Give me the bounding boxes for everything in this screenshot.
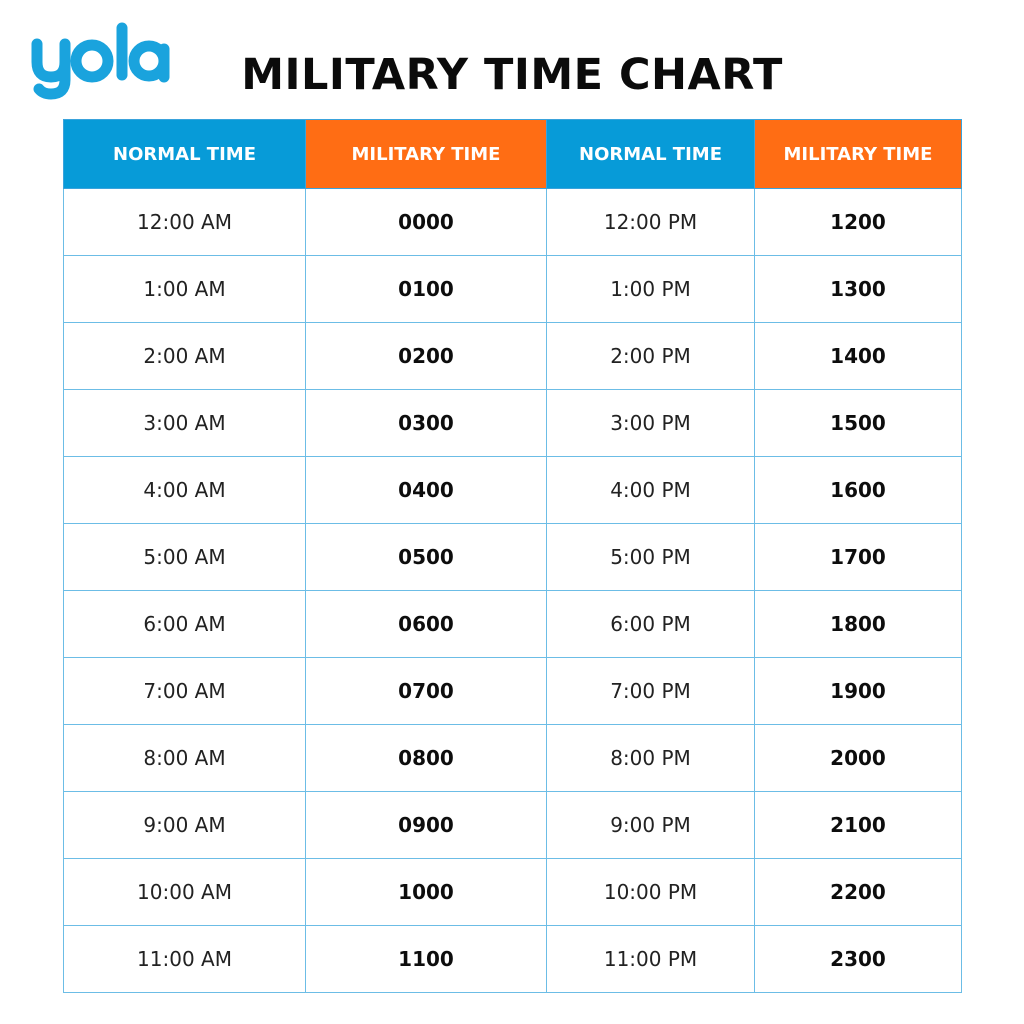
- normal-time-am-cell: 6:00 AM: [64, 591, 306, 658]
- normal-time-pm-cell: 2:00 PM: [547, 323, 755, 390]
- military-time-am-cell: 0900: [306, 792, 547, 859]
- military-time-am-cell: 0600: [306, 591, 547, 658]
- normal-time-am-cell: 3:00 AM: [64, 390, 306, 457]
- page-title: MILITARY TIME CHART: [241, 50, 783, 100]
- military-time-pm-cell: 1400: [755, 323, 962, 390]
- military-time-pm-cell: 2200: [755, 859, 962, 926]
- military-time-pm-cell: 1500: [755, 390, 962, 457]
- normal-time-am-cell: 5:00 AM: [64, 524, 306, 591]
- normal-time-pm-cell: 4:00 PM: [547, 457, 755, 524]
- military-time-am-cell: 0400: [306, 457, 547, 524]
- military-time-am-cell: 0200: [306, 323, 547, 390]
- yola-logo: [30, 22, 175, 112]
- military-time-pm-cell: 2000: [755, 725, 962, 792]
- military-time-am-cell: 1000: [306, 859, 547, 926]
- logo-text: [30, 112, 31, 113]
- military-time-pm-cell: 1900: [755, 658, 962, 725]
- table-row: [64, 390, 962, 457]
- normal-time-pm-cell: 9:00 PM: [547, 792, 755, 859]
- header-normal-time-am: NORMAL TIME: [64, 120, 306, 189]
- normal-time-am-cell: 4:00 AM: [64, 457, 306, 524]
- military-time-pm-cell: 2100: [755, 792, 962, 859]
- table-row: [64, 323, 962, 390]
- normal-time-pm-cell: 6:00 PM: [547, 591, 755, 658]
- table-row: [64, 256, 962, 323]
- header-normal-time-pm: NORMAL TIME: [547, 120, 755, 189]
- table-row: [64, 859, 962, 926]
- normal-time-am-cell: 7:00 AM: [64, 658, 306, 725]
- normal-time-pm-cell: 8:00 PM: [547, 725, 755, 792]
- military-time-am-cell: 0300: [306, 390, 547, 457]
- yola-logo-mark: [30, 22, 175, 112]
- table-row: [64, 524, 962, 591]
- table-row: [64, 792, 962, 859]
- military-time-pm-cell: 1700: [755, 524, 962, 591]
- normal-time-pm-cell: 7:00 PM: [547, 658, 755, 725]
- table-row: [64, 926, 962, 993]
- military-time-pm-cell: 1300: [755, 256, 962, 323]
- military-time-pm-cell: 1600: [755, 457, 962, 524]
- normal-time-am-cell: 1:00 AM: [64, 256, 306, 323]
- normal-time-pm-cell: 1:00 PM: [547, 256, 755, 323]
- normal-time-am-cell: 8:00 AM: [64, 725, 306, 792]
- table-body: [64, 189, 962, 993]
- table-header-row: [64, 120, 962, 189]
- normal-time-am-cell: 2:00 AM: [64, 323, 306, 390]
- military-time-am-cell: 0700: [306, 658, 547, 725]
- normal-time-pm-cell: 3:00 PM: [547, 390, 755, 457]
- military-time-table: [63, 119, 961, 997]
- military-time-pm-cell: 1200: [755, 189, 962, 256]
- military-time-am-cell: 0500: [306, 524, 547, 591]
- military-time-am-cell: 1100: [306, 926, 547, 993]
- military-time-am-cell: 0000: [306, 189, 547, 256]
- normal-time-am-cell: 9:00 AM: [64, 792, 306, 859]
- table-row: [64, 591, 962, 658]
- military-time-pm-cell: 2300: [755, 926, 962, 993]
- normal-time-am-cell: 11:00 AM: [64, 926, 306, 993]
- normal-time-pm-cell: 5:00 PM: [547, 524, 755, 591]
- military-time-pm-cell: 1800: [755, 591, 962, 658]
- table-row: [64, 725, 962, 792]
- military-time-am-cell: 0800: [306, 725, 547, 792]
- table-row: [64, 457, 962, 524]
- normal-time-pm-cell: 11:00 PM: [547, 926, 755, 993]
- normal-time-pm-cell: 10:00 PM: [547, 859, 755, 926]
- military-time-am-cell: 0100: [306, 256, 547, 323]
- table-row: [64, 189, 962, 256]
- header-military-time-am: MILITARY TIME: [306, 120, 547, 189]
- normal-time-pm-cell: 12:00 PM: [547, 189, 755, 256]
- header-military-time-pm: MILITARY TIME: [755, 120, 962, 189]
- normal-time-am-cell: 12:00 AM: [64, 189, 306, 256]
- normal-time-am-cell: 10:00 AM: [64, 859, 306, 926]
- table-row: [64, 658, 962, 725]
